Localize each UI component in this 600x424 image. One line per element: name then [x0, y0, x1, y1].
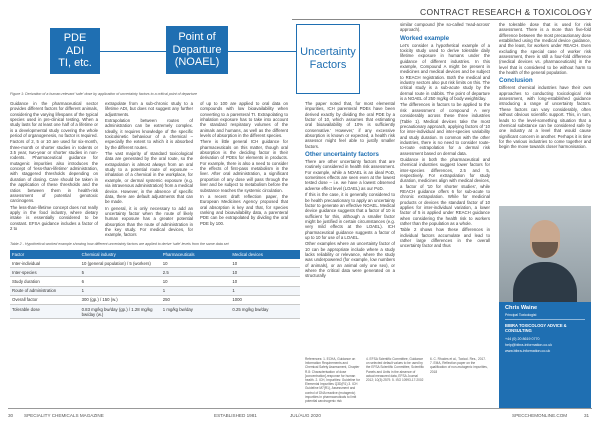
paragraph: The differences in factors to be applied to the risk assessment of compound A very considerably across these three industries (Table 1). Medical devices take the most precautionary approach, applying factors of '10 for inter-individual and inter-species variability and study duration. In common with the other industries, there is no need to consider route-to-route extrapolation for a dermal risk assessment based on dermal data. — [400, 102, 490, 156]
author-photo — [499, 206, 591, 304]
table-header: Factor — [10, 250, 80, 259]
paragraph: In a recent draft reflection paper, the European Medicines Agency proposed that oral absorption is key and that, for species ranking and bioavailability data, a parenteral PDE can be extrapolated by dividing the oral PDE by 100. — [200, 193, 288, 226]
table-row — [10, 305, 300, 319]
table-header: Medical devices — [230, 250, 300, 259]
section-header: CONTRACT RESEARCH & TOXICOLOGY — [420, 7, 592, 17]
author-name: Chris Waine — [505, 305, 538, 311]
table-header-row — [10, 250, 300, 259]
table-cell: 1 — [161, 286, 231, 295]
table-cell: 10 — [230, 268, 300, 277]
table-row — [10, 286, 300, 295]
figure-box-uncertainty-factors — [296, 24, 360, 94]
author-contact — [505, 336, 552, 354]
paragraph: the tolerable dose that is used for risk assessment. There is a more than five-fold difference between the most precautionary dose established using the medical device guidance, and the least, for workers under REACH. Even excluding the special case of worker risk assessment, there is still a four-fold difference (medical devices vs. pharmaceuticals) in the level that is considered to be without harm to the health of the general population. — [499, 22, 591, 76]
table-row — [10, 277, 300, 286]
figure-box-pde — [50, 28, 100, 74]
table-cell: Overall factor — [10, 295, 80, 304]
table-cell: 1 mg/kg bw/day — [161, 305, 231, 319]
column-5 — [400, 22, 490, 355]
column-4 — [305, 101, 395, 355]
table-row — [10, 259, 300, 268]
table-row — [10, 295, 300, 304]
figure-box-pod-line3: (NOAEL) — [174, 56, 220, 69]
column-1 — [10, 101, 98, 232]
table-caption: Table 2 - Hypothetical worked example showing how different uncertainty factors are applied to derive 'safe' levels from the same data set — [10, 242, 229, 246]
table-header: Pharmaceuticals — [161, 250, 231, 259]
uncertainty-factor-table — [10, 250, 300, 319]
table-cell: 10 — [161, 277, 231, 286]
author-card — [499, 302, 591, 408]
paragraph: Guidance in the pharmaceutical sector provides different factors for different animals, considering the varying lifespans of the typical species used in pre-clinical testing. When a study lasts for at least one half of a lifetime or is a developmental study covering the whole period of organogenesis, no factor is required. — [10, 101, 98, 139]
paragraph: of up to 100 are applied to oral data on compounds with low bioavailability when converting to a parenteral TI. Extrapolating to inhalation exposure has to take into account the standard respiratory volumes of the animals and humans, as well as the different levels of absorption in the different species. — [200, 101, 288, 139]
paragraph: Table 2 shows how these differences in individual factors accumulate and lead to rather large differences in the overall uncertainty factor and thus — [400, 227, 490, 249]
table-cell: 0.25 mg/kg bw/day — [230, 305, 300, 319]
author-phone: +44 (0) 20 8619 0770 — [505, 337, 540, 341]
subheading-conclusion: Conclusion — [499, 77, 533, 85]
paragraph: Different chemical industries have their own approaches to conducting toxicological risk assessment, with long-established guidance introducing a range of uncertainty factors. These factors can vary considerably, often without obvious scientific support. This, in turn, leads to the level-something situation that a chemical substance can be considered safe by one industry at a level that would cause significant concern in another. Perhaps it is time for the various industries to come together and begin the move towards closer harmonisation. — [499, 85, 591, 150]
figure-box-pde-line1: PDE — [63, 32, 87, 45]
paragraph: The less-than-lifetime concept does not really apply in the food industry, where dietary intake is essentially considered to be constant. EFSA guidance includes a factor of 2 to — [10, 204, 98, 231]
page-number-right: 31 — [584, 413, 590, 418]
references-col-2: 4. EFSA Scientific Committee, Guidance on selected default values to be used by the EFSA Scientific Committee, Scientific Panels and Units in the absence of actual measured data, EFSA Journal 2012; 10(3):2579. 5. ISO 10993-17:2002 — [366, 357, 424, 383]
paragraph: If this is the case, it is generally considered to be health precautionary to apply an uncertainty factor to generate an effective NOAEL. Medical device guidance suggests that a factor of 10 is sufficient for this, although a smaller factor might be justified in certain circumstances (e.g. very mild effects at the LOAEL). ICH pharmaceutical guidance suggests a factor of up to 10 for use of a LOAEL. — [305, 192, 395, 240]
table-cell: Inter-species — [10, 268, 80, 277]
subheading-other-uncertainty-factors: Other uncertainty factors — [305, 151, 379, 159]
figure-box-pod-line1: Point of — [178, 31, 216, 44]
paragraph: In general, it is only necessary to add an uncertainty factor when the route of likely human exposure has a greater potential absorption than the route of administration in the key study. For medical devices, for example, factors — [105, 205, 193, 238]
column-3 — [200, 101, 288, 227]
author-website[interactable]: www.bibra-information.co.uk — [505, 349, 551, 353]
magazine-name: SPECIALITY CHEMICALS MAGAZINE — [24, 413, 104, 418]
table-cell: Inter-individual — [10, 259, 80, 268]
header-divider — [292, 19, 592, 20]
paragraph: Factors of 2, 5 or 10 are used for six-month, three-month or shorter studies in rodents or 3.5 year, two-year or shorter studies in non-rodents. Pharmaceutical guidance for mutagenic impurities also introduces the concept of 'less-than-lifetime' administration, with staggered thresholds depending on duration of dosing. Care should be taken in the application of these thresholds and the ratios between them in health-risk assessment of potential genotoxic carcinogens. — [10, 139, 98, 204]
figure-box-pde-line3: TI, etc. — [58, 57, 92, 70]
table-cell: 1 — [230, 286, 300, 295]
figure-box-pde-line2: ADI — [65, 44, 85, 57]
author-company: BIBRA TOXICOLOGY ADVICE & CONSULTING — [505, 323, 567, 333]
table-cell: 5 — [80, 268, 161, 277]
author-role: Principal Toxicologist — [505, 313, 537, 317]
figure-connector-right — [228, 51, 296, 52]
table-cell: 1 — [80, 286, 161, 295]
paragraph: There is little general ICH guidance for pharmaceuticals on this matter, though oral absorption is the deciding factor in their derivation of PDEs for elements in products. For example, there is also a need to consider the effects of first-pass metabolism in the liver. After oral administration, a significant proportion of any dose will pass through the liver and be subject to metabolism before the substance reaches the systemic circulation. — [200, 139, 288, 193]
paragraph: The vast majority of standard toxicological data are generated by the oral route, so the extrapolation is almost always from an oral study to a potential route of exposure – inhalation of a chemical in the workplace, for example, or dermal systemic exposure (e.g. via intravenous administration) from a medical device. However, in the absence of specific data, there are default adjustments that can be made. — [105, 151, 193, 205]
author-divider — [505, 319, 585, 320]
column-6 — [499, 22, 591, 204]
table-cell: 10 — [230, 277, 300, 286]
table-header: Chemical industry — [80, 250, 161, 259]
paragraph: Other examples where an uncertainty factor of 10 can be appropriate include where a study lacks reliability or relevance, where the study was underpowered (for example, low numbers of animals), or an animal only one sex), or where the critical data were generated on a structurally — [305, 241, 395, 279]
table-cell: 6 — [80, 277, 161, 286]
paragraph: Extrapolation between routes of administration can be extremely complex. Ideally, it requires knowledge of the specific toxicokinetic behaviour of a chemical – especially the extent to which it is absorbed by the different routes. — [105, 118, 193, 150]
table-cell: 10 — [161, 259, 231, 268]
established: ESTABLISHED 1981 — [214, 413, 257, 418]
subheading-worked-example: Worked example — [400, 34, 450, 42]
page-footer — [0, 410, 600, 424]
figure-box-uf-line1: Uncertainty — [300, 46, 356, 59]
paragraph: Let's consider a hypothetical example of a toxicity study used to derive tolerable daily lifetime exposure in humans under the guidance of different industries. In this example, Compound A might be present in medicines and medical devices and be subject to REACH registration. Both the medical and industry sectors also put risk limits on this. The critical study is a sub-acute study by the dermal route in rabbits. The point of departure is a NOAEL of 250 mg/kg of body weight/day. — [400, 42, 490, 102]
paragraph: Guidance in both the pharmaceutical and chemical industries suggest lower factors for inter-species differences, 2.5 and 5, respectively. For extrapolation for study duration, medicines align with medical devices, a factor of '10 for shorter studies', while REACH guidance offers 6 for sub-acute to chronic extrapolation. While for medicinal products or devices the standard factor of 10 applies for inter-individual variation, a lower factor of 5 is applied under REACH guidance when considering the health risk to workers rather than the population as a whole. — [400, 156, 490, 227]
paragraph: There are other uncertainty factors that are routinely considered in health risk assessment. For example, while a NOAEL is an ideal PoD, sometimes effects are seen even at the lowest tested dose – i.e. we have a lowest observed adverse effect level (LOAEL) as our PoD. — [305, 159, 395, 191]
figure-box-point-of-departure — [166, 26, 228, 74]
table-cell: 2.5 — [161, 268, 231, 277]
table-cell: 10 — [230, 259, 300, 268]
website[interactable]: SPECCHEMONLINE.COM — [512, 413, 568, 418]
table-cell: Tolerable dose — [10, 305, 80, 319]
figure-connector-left — [100, 51, 166, 52]
table-cell: 0.83 mg/kg bw/day (gp.) / 1.28 mg/kg bw/day (w.) — [80, 305, 161, 319]
figure-box-uf-line2: Factors — [309, 59, 347, 71]
references-col-1: References: 1. ECHA, Guidance on Information Requirements and Chemical Safety Assessment, Chapter R.8: Characterisation of dose [concentration]-response for human health. 2. ICH, Impurities: Guideline for Elemental Impurities Q3D(R1) 3. ICH Guideline M7(R1), Assessment and control of DNA reactive (mutagenic) impurities in pharmaceuticals to limit potential carcinogenic risk — [305, 357, 360, 404]
column-2 — [105, 101, 193, 239]
figure-box-pod-line2: Departure — [172, 43, 222, 56]
table-row — [10, 268, 300, 277]
footer-divider — [8, 408, 592, 409]
paragraph: similar compound (the so-called 'read-across' approach). — [400, 22, 490, 33]
table-cell: 300 (gp.) / 150 (w.) — [80, 295, 161, 304]
paragraph: extrapolate from a sub-chronic study to a lifetime ADI, but does not suggest any further adjustments. — [105, 101, 193, 117]
issue-date: JUL/AUG 2020 — [290, 413, 321, 418]
page-number-left: 30 — [8, 413, 14, 418]
paragraph: The paper noted that, for most elemental impurities, ICH parenteral PDEs have been derived exactly by dividing the oral PDE by a factor of 10, which assumes that estimating oral bioavailability of 10% is sufficiently conservative.' However,' if any excessive absorption is known or expected, a health risk assessor might feel able to justify smaller factors. — [305, 101, 395, 149]
figure-caption: Figure 1: Derivation of a human-relevant 'safe' dose by application of uncertainty factors to a critical point of departure — [10, 92, 197, 96]
table-cell: 1000 — [230, 295, 300, 304]
table-cell: 250 — [161, 295, 231, 304]
table-cell: Study duration — [10, 277, 80, 286]
table-cell: Route of administration — [10, 286, 80, 295]
table-cell: 10 (general population) / 5 (workers) — [80, 259, 161, 268]
author-email[interactable]: help@bibra-information.co.uk — [505, 343, 552, 347]
references-col-3: 6. C. Rhodes et al., Toxicol. Res., 2017. 7. EMA, Reflection paper on the qualification of non-mutagenic impurities, 2018 — [430, 357, 488, 374]
